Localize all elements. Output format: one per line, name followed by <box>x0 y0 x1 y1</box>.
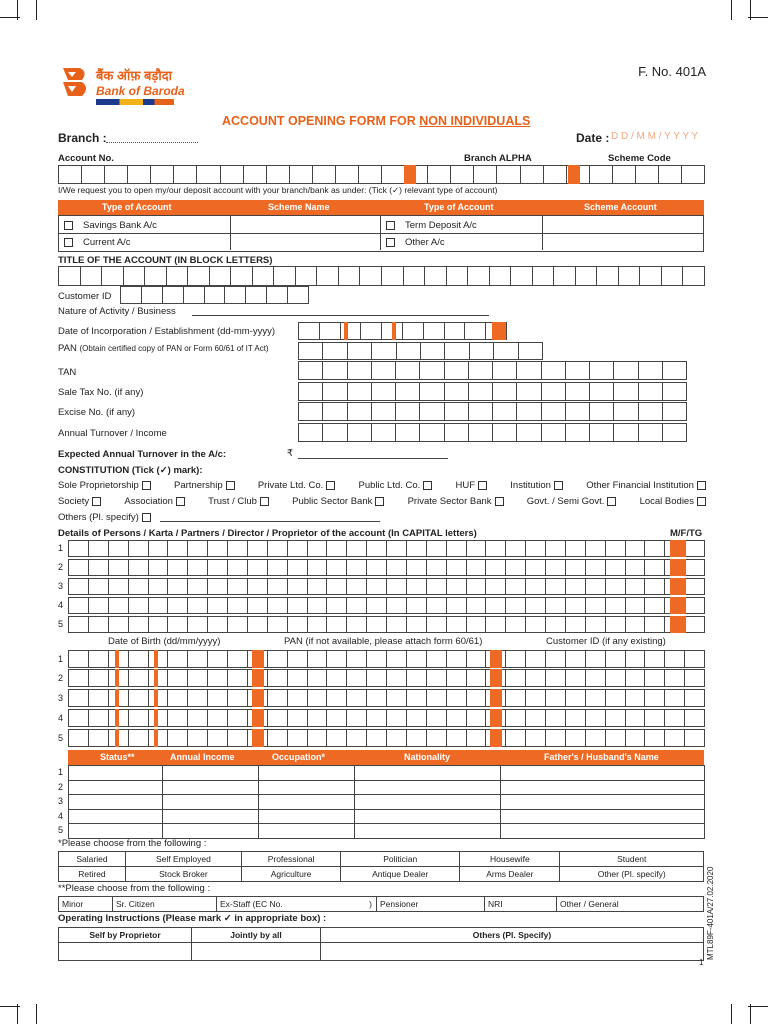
col-nationality: Nationality <box>404 752 451 762</box>
occ-option[interactable]: Professional <box>241 852 340 867</box>
page-number: 1 <box>699 958 704 967</box>
form-title <box>222 114 530 128</box>
account-type-header <box>58 200 704 215</box>
field-separator <box>115 689 119 707</box>
status-options-table <box>58 896 704 912</box>
side-code: MTL89F-401A/27.02.2020 <box>706 866 715 960</box>
field-separator <box>490 650 502 668</box>
col-scheme-name: Scheme Name <box>268 202 330 212</box>
row-number: 3 <box>58 796 64 806</box>
occ-option[interactable]: Arms Dealer <box>460 867 560 882</box>
person-name-boxes[interactable] <box>68 559 705 576</box>
date-field[interactable]: D D / M M / Y Y Y Y <box>611 131 699 142</box>
const-option[interactable]: Public Sector Bank <box>292 496 384 507</box>
person-name-boxes[interactable] <box>68 616 705 633</box>
occ-option[interactable]: Salaried <box>59 852 126 867</box>
field-separator <box>252 729 264 747</box>
status-cell[interactable] <box>68 765 163 781</box>
operating-instructions-table <box>58 927 704 961</box>
row-number: 3 <box>58 693 64 703</box>
account-no-label: Account No. <box>58 153 114 164</box>
status-cell[interactable] <box>258 794 355 810</box>
turnover-boxes[interactable] <box>298 423 687 442</box>
status-cell[interactable] <box>258 765 355 781</box>
col-annual-income: Annual Income <box>170 752 235 762</box>
const-option[interactable]: Association <box>124 496 185 507</box>
status-cell[interactable] <box>162 780 259 796</box>
account-separator <box>568 165 580 184</box>
const-option[interactable]: Govt. / Semi Govt. <box>527 496 617 507</box>
status-option[interactable]: Pensioner <box>377 897 485 912</box>
expected-turnover-field[interactable] <box>298 458 448 459</box>
persons-heading: Details of Persons / Karta / Partners / Director / Proprietor of the account (In CAPITAL letters) <box>58 528 477 539</box>
branch-alpha-label: Branch ALPHA <box>464 153 532 164</box>
status-cell[interactable] <box>258 823 355 839</box>
status-option[interactable]: NRI <box>485 897 557 912</box>
person-name-boxes[interactable] <box>68 540 705 557</box>
op-col-others: Others (Pl. Specify) <box>321 928 704 943</box>
field-separator <box>154 689 158 707</box>
status-cell[interactable] <box>500 780 705 796</box>
field-separator <box>115 729 119 747</box>
constitution-label: CONSTITUTION (Tick (✓) mark): <box>58 465 203 476</box>
row-number: 2 <box>58 673 64 683</box>
row-number: 1 <box>58 654 64 664</box>
occ-option[interactable]: Student <box>560 852 704 867</box>
const-option[interactable]: Local Bodies <box>640 496 706 507</box>
title-boxes[interactable] <box>58 266 705 286</box>
col-type-of-account: Type of Account <box>102 202 172 212</box>
rupee-symbol: ₹ <box>287 448 294 459</box>
const-option[interactable]: Private Sector Bank <box>408 496 504 507</box>
occ-option[interactable]: Agriculture <box>241 867 340 882</box>
date-label: Date : <box>576 131 610 145</box>
status-cell[interactable] <box>354 823 501 839</box>
form-number: F. No. 401A <box>638 64 706 79</box>
occ-option[interactable]: Other (Pl. specify) <box>560 867 704 882</box>
person-name-boxes[interactable] <box>68 578 705 595</box>
pan-label: PAN (Obtain certified copy of PAN or Form 60/61 of IT Act) <box>58 343 269 354</box>
choose-occupation-label: *Please choose from the following : <box>58 838 207 849</box>
person-detail-boxes[interactable] <box>68 729 705 747</box>
mftg-box[interactable] <box>670 597 686 614</box>
row-number: 1 <box>58 767 64 777</box>
branch-label: Branch : <box>58 131 107 145</box>
field-separator <box>154 729 158 747</box>
branch-field[interactable] <box>106 142 198 143</box>
account-separator <box>404 165 416 184</box>
status-option[interactable]: Sr. Citizen <box>113 897 217 912</box>
savings-option[interactable]: Savings Bank A/c <box>64 220 157 231</box>
title-of-account-label: TITLE OF THE ACCOUNT (IN BLOCK LETTERS) <box>58 255 273 266</box>
row-number: 3 <box>58 581 64 591</box>
row-number: 4 <box>58 600 64 610</box>
scheme-code-label: Scheme Code <box>608 153 671 164</box>
other-ac-option[interactable]: Other A/c <box>386 237 445 248</box>
status-cell[interactable] <box>500 823 705 839</box>
field-separator <box>490 729 502 747</box>
const-option[interactable]: Other Financial Institution <box>586 480 706 491</box>
mftg-label: M/F/TG <box>670 528 703 539</box>
status-cell[interactable] <box>68 809 163 825</box>
constitution-row-1 <box>58 480 706 491</box>
operating-instructions-label: Operating Instructions (Please mark ✓ in appropriate box) : <box>58 913 327 924</box>
occ-option[interactable]: Retired <box>59 867 126 882</box>
const-option[interactable]: Sole Proprietorship <box>58 480 151 491</box>
status-cell[interactable] <box>354 780 501 796</box>
status-cell[interactable] <box>258 780 355 796</box>
row-number: 1 <box>58 543 64 553</box>
status-cell[interactable] <box>162 809 259 825</box>
status-header <box>68 750 704 765</box>
field-separator <box>115 709 119 727</box>
status-cell[interactable] <box>68 794 163 810</box>
current-option[interactable]: Current A/c <box>64 237 131 248</box>
const-option[interactable]: Partnership <box>174 480 235 491</box>
expected-turnover-label: Expected Annual Turnover in the A/c: <box>58 449 227 460</box>
field-separator <box>252 650 264 668</box>
status-cell[interactable] <box>258 809 355 825</box>
const-option[interactable]: Society <box>58 496 101 507</box>
const-option[interactable]: HUF <box>456 480 488 491</box>
status-cell[interactable] <box>68 823 163 839</box>
occ-option[interactable]: Stock Broker <box>125 867 241 882</box>
col-occupation: Occupation* <box>272 752 326 762</box>
field-separator <box>490 709 502 727</box>
op-self-cell[interactable] <box>59 943 192 961</box>
occ-option[interactable]: Politician <box>341 852 460 867</box>
tan-label: TAN <box>58 367 77 378</box>
status-option[interactable]: Other / General <box>557 897 704 912</box>
status-cell[interactable] <box>354 794 501 810</box>
status-cell[interactable] <box>500 765 705 781</box>
customer-id-boxes[interactable] <box>120 286 309 304</box>
request-text: I/We request you to open my/our deposit account with your branch/bank as under: (Tick (✓) relevant type of account) <box>58 185 498 195</box>
excise-boxes[interactable] <box>298 402 687 421</box>
term-deposit-option[interactable]: Term Deposit A/c <box>386 220 477 231</box>
doi-label: Date of Incorporation / Establishment (dd-mm-yyyy) <box>58 326 275 337</box>
col-scheme-account: Scheme Account <box>584 202 657 212</box>
form-title-suffix: NON INDIVIDUALS <box>419 114 531 128</box>
field-separator <box>252 669 264 687</box>
row-number: 2 <box>58 562 64 572</box>
mftg-box[interactable] <box>670 616 686 633</box>
bank-logo <box>60 66 90 104</box>
occ-option[interactable]: Antique Dealer <box>341 867 460 882</box>
turnover-label: Annual Turnover / Income <box>58 428 167 439</box>
field-separator <box>252 689 264 707</box>
row-number: 4 <box>58 810 64 821</box>
col-father-husband: Father's / Husband's Name <box>544 752 659 762</box>
logo-strip <box>96 99 174 105</box>
customer-id-label: Customer ID <box>58 291 112 302</box>
others-field[interactable] <box>160 521 380 522</box>
excise-label: Excise No. (if any) <box>58 407 136 418</box>
op-jointly-cell[interactable] <box>192 943 321 961</box>
mftg-box[interactable] <box>670 578 686 595</box>
op-others-cell[interactable] <box>321 943 704 961</box>
custid2-label: Customer ID (if any existing) <box>546 636 666 647</box>
sale-tax-boxes[interactable] <box>298 382 687 401</box>
const-option[interactable]: Institution <box>510 480 563 491</box>
status-cell[interactable] <box>354 765 501 781</box>
doi-boxes[interactable] <box>298 322 507 340</box>
dob-label: Date of Birth (dd/mm/yyyy) <box>108 636 221 647</box>
others-option[interactable]: Others (Pl. specify) <box>58 512 151 523</box>
sale-tax-label: Sale Tax No. (if any) <box>58 387 144 398</box>
choose-status-label: **Please choose from the following : <box>58 883 211 894</box>
const-option[interactable]: Trust / Club <box>208 496 269 507</box>
person-detail-boxes[interactable] <box>68 669 705 687</box>
field-separator <box>115 669 119 687</box>
col-status: Status** <box>100 752 135 762</box>
status-option[interactable]: Minor <box>59 897 113 912</box>
row-number: 5 <box>58 825 64 835</box>
person-detail-boxes[interactable] <box>68 689 705 707</box>
col-type-of-account-2: Type of Account <box>424 202 494 212</box>
field-separator <box>490 669 502 687</box>
status-cell[interactable] <box>162 794 259 810</box>
mftg-box[interactable] <box>670 559 686 576</box>
form-title-prefix: ACCOUNT OPENING FORM FOR <box>222 114 420 128</box>
status-cell[interactable] <box>162 823 259 839</box>
status-cell[interactable] <box>162 765 259 781</box>
row-number: 2 <box>58 781 64 792</box>
field-separator <box>154 709 158 727</box>
nature-field[interactable] <box>192 315 489 316</box>
account-number-boxes[interactable] <box>58 165 705 184</box>
const-option[interactable]: Public Ltd. Co. <box>359 480 433 491</box>
status-cell[interactable] <box>68 780 163 796</box>
field-separator <box>115 650 119 668</box>
status-cell[interactable] <box>500 794 705 810</box>
occ-option[interactable]: Housewife <box>460 852 560 867</box>
pan2-label: PAN (if not available, please attach form 60/61) <box>284 636 483 647</box>
occupation-options-table <box>58 851 704 882</box>
op-col-jointly: Jointly by all <box>192 928 321 943</box>
person-detail-boxes[interactable] <box>68 650 705 668</box>
tan-boxes[interactable] <box>298 361 687 380</box>
occ-option[interactable]: Self Employed <box>125 852 241 867</box>
constitution-row-2 <box>58 496 706 507</box>
field-separator <box>154 669 158 687</box>
field-separator <box>490 689 502 707</box>
bank-name-hindi: बैंक ऑफ़ बड़ौदा <box>96 68 172 83</box>
nature-label: Nature of Activity / Business <box>58 306 176 317</box>
op-col-self: Self by Proprietor <box>59 928 192 943</box>
row-number: 5 <box>58 733 64 743</box>
mftg-box[interactable] <box>670 540 686 557</box>
bank-name-english: Bank of Baroda <box>96 84 185 98</box>
baroda-sun-icon <box>60 66 90 104</box>
field-separator <box>252 709 264 727</box>
person-name-boxes[interactable] <box>68 597 705 614</box>
status-cell[interactable] <box>354 809 501 825</box>
row-number: 5 <box>58 619 64 629</box>
person-detail-boxes[interactable] <box>68 709 705 727</box>
const-option[interactable]: Private Ltd. Co. <box>258 480 335 491</box>
field-separator <box>154 650 158 668</box>
pan-boxes[interactable] <box>298 342 543 360</box>
status-cell[interactable] <box>500 809 705 825</box>
row-number: 4 <box>58 713 64 723</box>
status-option[interactable]: Ex-Staff (EC No. ) <box>217 897 377 912</box>
